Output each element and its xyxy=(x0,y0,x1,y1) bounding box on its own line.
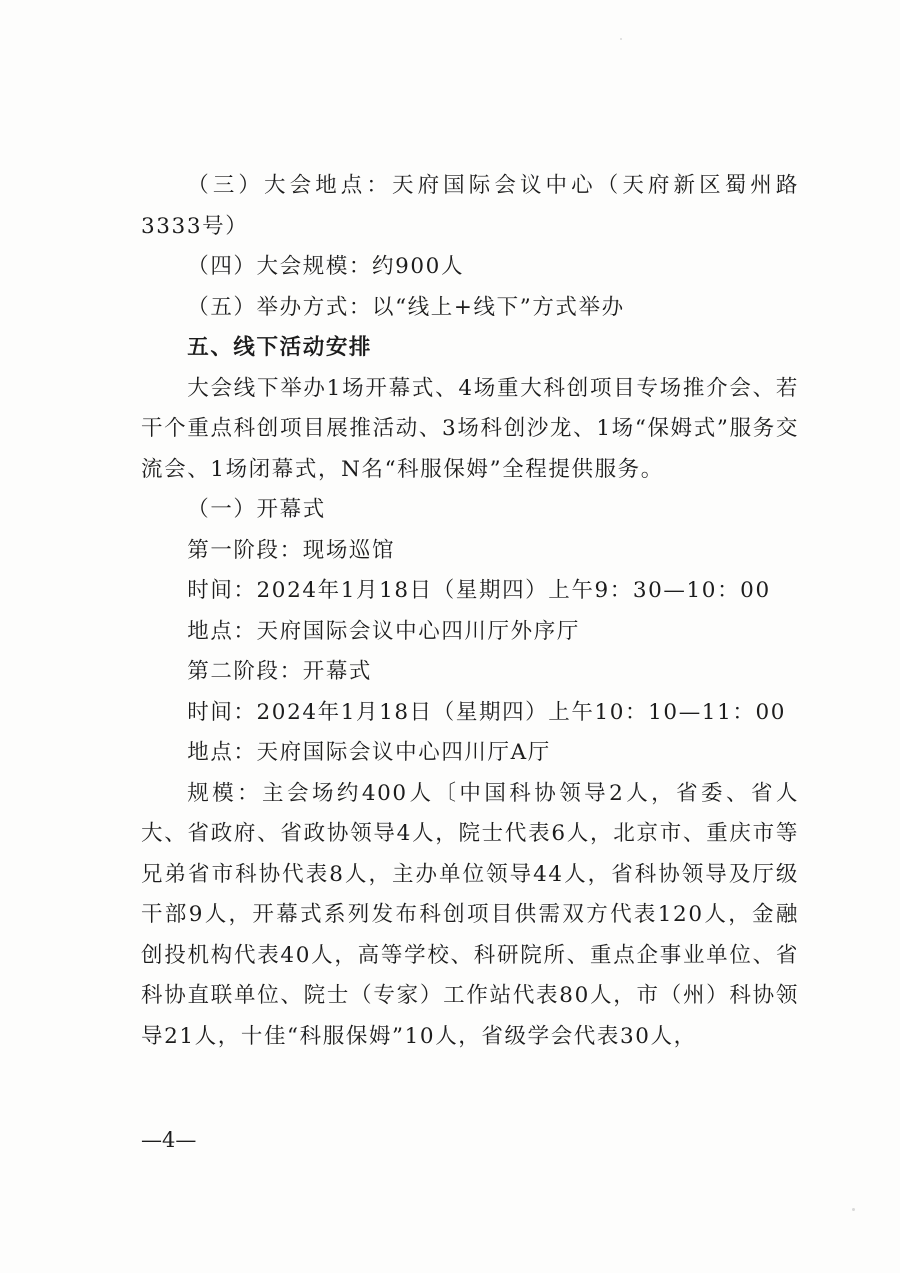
scan-speck xyxy=(852,1208,855,1211)
paragraph-scale: （四）大会规模：约900人 xyxy=(187,254,465,279)
subheading-opening-ceremony: （一）开幕式 xyxy=(187,497,326,522)
paragraph-stage-one-location: 地点：天府国际会议中心四川厅外序厅 xyxy=(187,618,580,644)
paragraph-offline-overview: 大会线下举办1场开幕式、4场重大科创项目专场推介会、若干个重点科创项目展推活动、3场科创沙龙、1场“保姆式”服务交流会、1场闭幕式，N名“科服保姆”全程提供服务。 xyxy=(141,375,799,482)
document-body xyxy=(141,166,799,1057)
paragraph-venue: （三）大会地点：天府国际会议中心（天府新区蜀州路3333号） xyxy=(141,173,799,239)
paragraph-stage-one: 第一阶段：现场巡馆 xyxy=(187,537,396,563)
paragraph-stage-two: 第二阶段：开幕式 xyxy=(187,659,373,684)
paragraph-stage-one-time: 时间：2024年1月18日（星期四）上午9：30—10：00 xyxy=(187,578,771,603)
section-heading-offline-activities: 五、线下活动安排 xyxy=(187,335,373,360)
paragraph-attendance-scale: 规模：主会场约400人〔中国科协领导2人，省委、省人大、省政府、省政协领导4人，院士代表6人，北京市、重庆市等兄弟省市科协代表8人，主办单位领导44人，省科协领导及厅级干部9人，开幕式系列发布科创项目供需双方代表120人，金融创投机构代表40人，高等学校、科研院所、重点企事业单位、省科协直联单位、院士（专家）工作站代表80人，市（州）科协领导21人，十佳“科服保姆”10人，省级学会代表30人， xyxy=(141,780,799,1049)
page-number: —4— xyxy=(141,1128,197,1152)
scan-speck xyxy=(620,38,622,40)
paragraph-stage-two-time: 时间：2024年1月18日（星期四）上午10：10—11：00 xyxy=(187,699,787,725)
paragraph-format: （五）举办方式：以“线上+线下”方式举办 xyxy=(187,294,625,320)
paragraph-stage-two-location: 地点：天府国际会议中心四川厅A厅 xyxy=(187,740,551,765)
